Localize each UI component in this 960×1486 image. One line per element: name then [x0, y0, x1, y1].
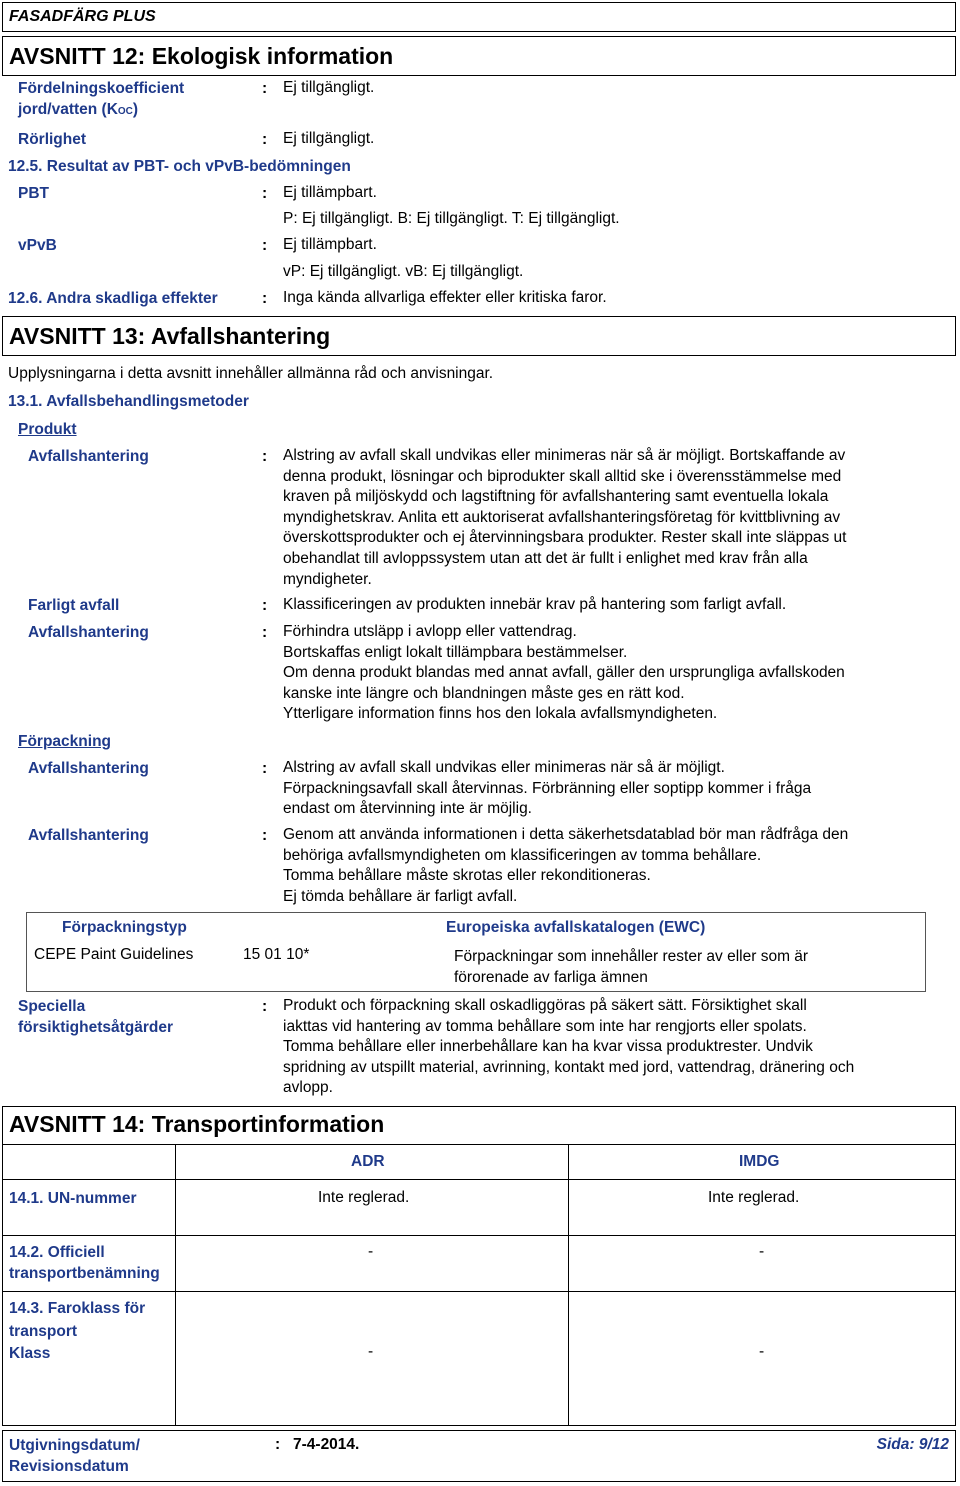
hazardous-waste-label: Farligt avfall: [28, 597, 120, 614]
product-waste-label: Avfallshantering: [28, 448, 149, 465]
vpvb-detail: vP: Ej tillgängligt. vB: Ej tillgängligt.: [283, 263, 524, 280]
pbt-heading: 12.5. Resultat av PBT- och vPvB-bedömningen: [8, 158, 351, 175]
packaging-heading: Förpackning: [18, 733, 112, 750]
product-waste2-label: Avfallshantering: [28, 624, 149, 641]
col-imdg-header: IMDG: [739, 1153, 780, 1170]
un-number-label: 14.1. UN-nummer: [9, 1190, 137, 1207]
mobility-value: Ej tillgängligt.: [283, 130, 375, 147]
issue-date-label: Utgivningsdatum/ Revisionsdatum: [9, 1437, 140, 1475]
document-header: [2, 2, 956, 32]
packaging-waste2-text: Genom att använda informationen i detta säkerhetsdatablad bör man rådfråga den behöriga avfallsmyndigheten om klassificeringen av tomma behållare. Tomma behållare måste skrotas eller rekonditioneras. Ej tömda behållare är farligt avfall.: [283, 826, 849, 905]
special-precautions-label: Speciella försiktighetsåtgärder: [18, 998, 174, 1036]
section-12-header: [2, 36, 956, 76]
section-13-intro: Upplysningarna i detta avsnitt innehåller allmänna råd och anvisningar.: [8, 365, 494, 382]
packaging-waste-label: Avfallshantering: [28, 760, 149, 777]
shipping-name-adr: -: [368, 1243, 374, 1260]
col-adr-header: ADR: [351, 1153, 385, 1170]
other-effects-label: 12.6. Andra skadliga effekter: [8, 290, 218, 307]
hazard-class-label: 14.3. Faroklass för transport Klass: [9, 1300, 146, 1362]
vpvb-value: Ej tillämpbart.: [283, 236, 377, 253]
ewc-description-cell: Förpackningar som innehåller rester av eller som är förorenade av farliga ämnen: [454, 948, 809, 986]
shipping-name-imdg: -: [759, 1243, 765, 1260]
ewc-col-catalog-header: Europeiska avfallskatalogen (EWC): [446, 919, 706, 936]
packaging-waste2-label: Avfallshantering: [28, 827, 149, 844]
section-14-header: [2, 1106, 956, 1146]
brand-name: FASADFÄRG PLUS: [9, 8, 156, 25]
section-14-title: AVSNITT 14: Transportinformation: [9, 1111, 385, 1137]
product-waste2-text: Förhindra utsläpp i avlopp eller vattendrag. Bortskaffas enligt lokalt tillämpbara bestämmelser. Om denna produkt blandas med annat avfall, gäller den ursprungliga avfallskoden kanske inte längre och blandningen måste ges en rätt kod. Ytterligare information finns hos den lokala avfallsmyndigheten.: [283, 623, 845, 723]
vpvb-label: vPvB: [18, 237, 57, 254]
mobility-label: Rörlighet: [18, 131, 87, 148]
pbt-detail: P: Ej tillgängligt. B: Ej tillgängligt. T: Ej tillgängligt.: [283, 210, 620, 227]
special-precautions-text: Produkt och förpackning skall oskadliggöras på säkert sätt. Försiktighet skall iakttas vid hantering av tomma behållare som inte har rengjorts eller spolats. Tomma behållare eller innerbehållare kan ha kvar vissa produktrester. Undvik spridning av utspillt material, avrinning, kontakt med jord, vattendrag, dränering och avlopp.: [283, 997, 855, 1097]
section-13-title: AVSNITT 13: Avfallshantering: [9, 323, 331, 349]
transport-table: [2, 1144, 956, 1426]
packaging-waste-text: Alstring av avfall skall undvikas eller minimeras när så är möjligt. Förpackningsavfall skall återvinnas. Förbränning eller soptipp kommer i fråga endast om återvinning inte är möjlig.: [283, 759, 812, 818]
issue-date-value: 7-4-2014.: [293, 1436, 360, 1453]
pbt-value: Ej tillämpbart.: [283, 184, 377, 201]
un-number-adr: Inte reglerad.: [318, 1189, 410, 1206]
other-effects-value: Inga kända allvarliga effekter eller kritiska faror.: [283, 289, 607, 306]
ewc-table: [26, 912, 926, 992]
document-footer: Utgivningsdatum/ Revisionsdatum : 7-4-2014. Sida: 9/12: [2, 1430, 956, 1482]
koc-value: Ej tillgängligt.: [283, 79, 375, 96]
ewc-col-type-header: Förpackningstyp: [62, 919, 187, 936]
hazard-class-imdg: -: [759, 1343, 765, 1360]
product-waste-text: Alstring av avfall skall undvikas eller minimeras när så är möjligt. Bortskaffande av denna produkt, lösningar och biprodukter skall alltid ske i överensstämmelse med kraven på miljöskydd och lagstiftning för avfallshantering samt eventuella lokala myndighetskrav. Anlita ett auktoriserat avfallshanteringsföretag för kvittblivning av överskottsprodukter och ej återvinningsbara produkter. Rester skall inte släppas ut obehandlat till avloppssystem utan att det är fullt i enlighet med krav från alla myndigheter.: [283, 447, 847, 588]
shipping-name-label: 14.2. Officiell transportbenämning: [9, 1244, 160, 1282]
un-number-imdg: Inte reglerad.: [708, 1189, 800, 1206]
section-12-title: AVSNITT 12: Ekologisk information: [9, 43, 394, 69]
section-13-header: [2, 316, 956, 356]
hazard-class-adr: -: [368, 1343, 374, 1360]
pbt-label: PBT: [18, 185, 49, 202]
koc-label: Fördelningskoefficient jord/vatten (KOC): [18, 80, 185, 118]
methods-heading: 13.1. Avfallsbehandlingsmetoder: [8, 393, 249, 410]
ewc-type-cell: CEPE Paint Guidelines: [34, 946, 194, 963]
ewc-code-cell: 15 01 10*: [243, 946, 310, 963]
product-heading: Produkt: [18, 421, 77, 438]
page-number: Sida: 9/12: [876, 1436, 949, 1453]
hazardous-waste-value: Klassificeringen av produkten innebär krav på hantering som farligt avfall.: [283, 596, 787, 613]
